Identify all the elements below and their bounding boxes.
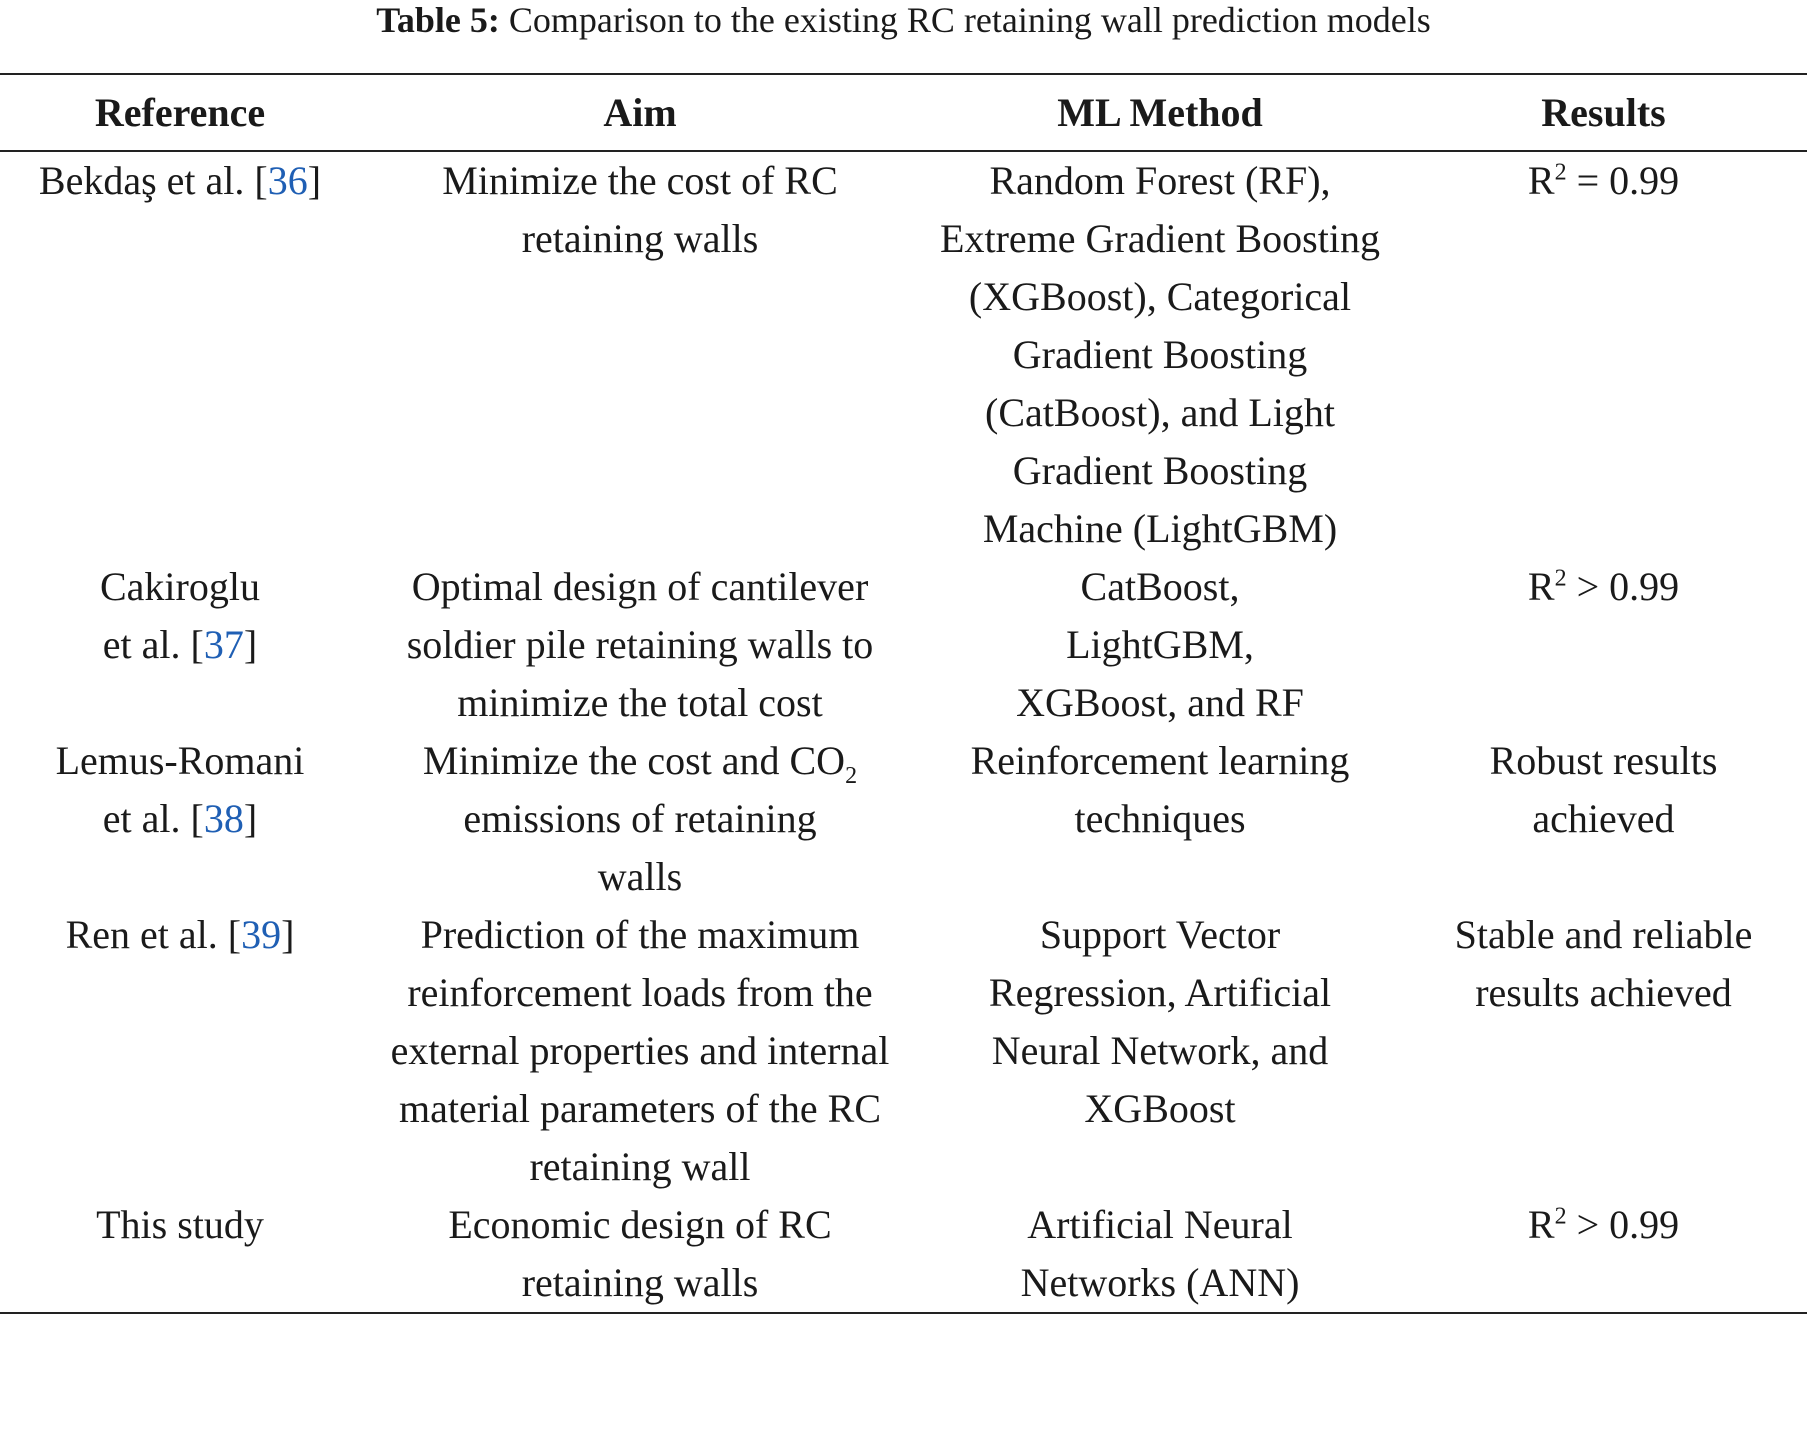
cell-method: Support Vector Regression, Artificial Neural Network, and XGBoost [988,912,1332,1131]
table-row [0,1196,1807,1313]
cell-aim: Minimize the cost and $CO_2$ emissions of retaining walls [422,738,858,899]
cell-results: $R^2 = 0.99$ [1527,158,1680,203]
table-caption [0,0,1807,40]
comparison-table [0,73,1807,1314]
header-aim: Aim [603,90,677,135]
cell-reference: Bekdaş et al. [36] [38,158,322,203]
cell-reference: This study [96,1202,264,1247]
header-reference: Reference [94,90,266,135]
citation-link[interactable]: 38 [203,796,244,841]
table-row [0,151,1807,558]
cell-aim: Minimize the cost of RC retaining walls [442,158,838,261]
caption-label: Table 5: [376,0,500,40]
header-results: Results [1541,90,1666,135]
cell-results: $R^2 > 0.99$ [1527,564,1680,609]
cell-results: $R^2 > 0.99$ [1527,1202,1680,1247]
cell-method: Reinforcement learning techniques [970,738,1350,841]
citation-link[interactable]: 36 [267,158,308,203]
cell-method: Random Forest (RF), Extreme Gradient Boosting (XGBoost), Categorical Gradient Boosting (CatBoost), and Light Gradient Boosting Machine (LightGBM) [940,158,1380,551]
citation-link[interactable]: 39 [241,912,282,957]
cell-method: Artificial Neural Networks (ANN) [1020,1202,1300,1305]
cell-results: Stable and reliable results achieved [1454,912,1753,1015]
caption-text: Comparison to the existing RC retaining wall prediction models [508,0,1431,40]
table-row [0,558,1807,732]
header-ml-method: ML Method [1057,90,1263,135]
table-header-row [0,74,1807,151]
cell-reference: Lemus-Romani et al. [38] [55,738,305,841]
cell-method: CatBoost, LightGBM, XGBoost, and RF [1016,564,1304,725]
cell-aim: Optimal design of cantilever soldier pile retaining walls to minimize the total cost [406,564,874,725]
cell-aim: Prediction of the maximum reinforcement loads from the external properties and internal material parameters of the RC retaining wall [390,912,890,1189]
cell-reference: Ren et al. [39] [65,912,295,957]
table-row [0,906,1807,1196]
citation-link[interactable]: 37 [203,622,244,667]
table-row [0,732,1807,906]
cell-results: Robust results achieved [1489,738,1718,841]
cell-aim: Economic design of RC retaining walls [448,1202,832,1305]
cell-reference: Cakiroglu et al. [37] [100,564,260,667]
